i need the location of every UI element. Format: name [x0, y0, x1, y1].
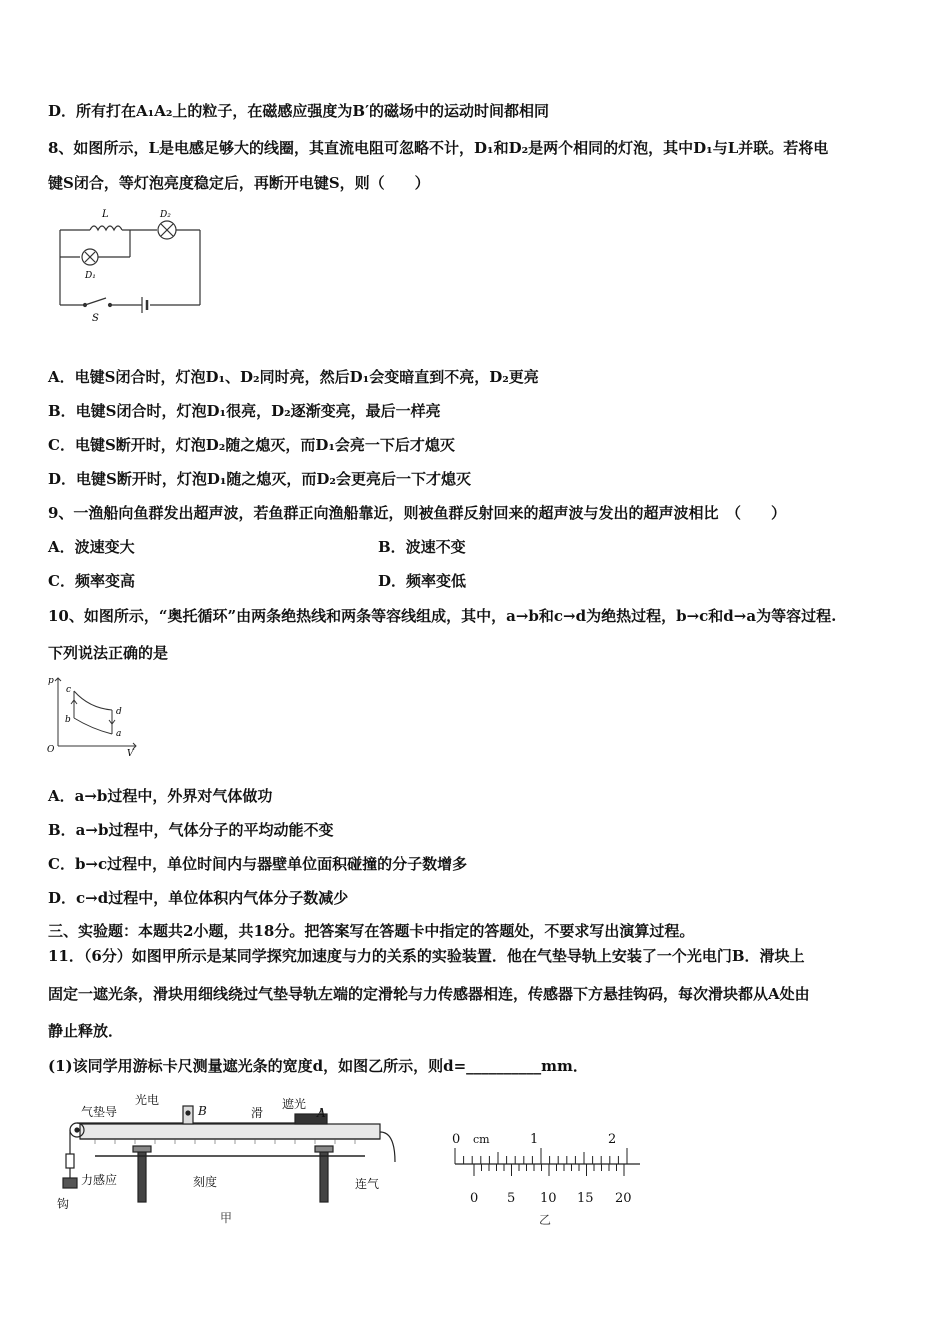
q10-label-d: d [116, 707, 122, 717]
main-label-cm: cm [473, 1133, 490, 1146]
q8-stem-line1: 8、如图所示，L是电感足够大的线圈，其直流电阻可忽略不计，D₁和D₂是两个相同的灯泡，其中D₁与L并联。若将电 [48, 139, 829, 157]
q10-option-c: C．b→c过程中，单位时间内与器壁单位面积碰撞的分子数增多 [48, 855, 468, 873]
q8-option-c: C．电键S断开时，灯泡D₂随之熄灭，而D₁会亮一下后才熄灭 [48, 436, 455, 454]
q11-stem-line1: 11．（6分）如图甲所示是某同学探究加速度与力的关系的实验装置．他在气垫导轨上安装了一个光电门B．滑块上 [48, 947, 805, 965]
q11-stem-line2: 固定一遮光条，滑块用细线绕过气垫导轨左端的定滑轮与力传感器相连，传感器下方悬挂钩码，每次滑块都从A处由 [48, 985, 810, 1003]
q8-label-L: L [102, 209, 109, 220]
q8-label-D1: D₁ [85, 271, 96, 281]
label-B: B [198, 1104, 207, 1118]
section3-heading: 三、实验题：本题共2小题，共18分。把答案写在答题卡中指定的答题处，不要求写出演算过程。 [48, 922, 695, 940]
vernier-label-15: 15 [577, 1191, 594, 1206]
main-label-1: 1 [530, 1132, 539, 1147]
main-label-0: 0 [452, 1132, 461, 1147]
q8-circuit-figure [50, 205, 220, 325]
q11-air-track-figure [55, 1088, 405, 1228]
vernier-label-0: 0 [470, 1191, 479, 1206]
q9-option-c: C．频率变高 [48, 572, 135, 590]
label-A: A [317, 1106, 326, 1120]
label-photogate: 光电 [135, 1093, 160, 1107]
main-label-2: 2 [608, 1132, 617, 1147]
label-shutter: 遮光 [282, 1097, 307, 1111]
q10-label-V: V [127, 749, 134, 757]
label-scale: 刻度 [193, 1175, 218, 1189]
q11-part1: (1)该同学用游标卡尺测量遮光条的宽度d，如图乙所示，则d=__________mm． [48, 1057, 588, 1075]
q7-option-d: D．所有打在A₁A₂上的粒子，在磁感应强度为B′的磁场中的运动时间都相同 [48, 102, 550, 120]
q10-option-d: D．c→d过程中，单位体积内气体分子数减少 [48, 889, 349, 907]
label-air-track: 气垫导 [81, 1105, 118, 1119]
q11-vernier-figure [445, 1124, 655, 1230]
q8-label-S: S [92, 313, 99, 324]
vernier-label-5: 5 [507, 1191, 516, 1206]
q10-stem-line1: 10、如图所示，“奥托循环”由两条绝热线和两条等容线组成，其中，a→b和c→d为绝热过程，b→c和d→a为等容过程. [48, 607, 837, 625]
q10-label-c: c [66, 685, 72, 695]
q9-stem: 9、一渔船向鱼群发出超声波，若鱼群正向渔船靠近，则被鱼群反射回来的超声波与发出的超声波相比 （ ） [48, 504, 786, 522]
label-force-sensor: 力感应 [81, 1173, 118, 1187]
q8-option-d: D．电键S断开时，灯泡D₁随之熄灭，而D₂会更亮后一下才熄灭 [48, 470, 471, 488]
q10-option-b: B．a→b过程中，气体分子的平均动能不变 [48, 821, 334, 839]
label-slider: 滑 [251, 1106, 264, 1120]
q10-pv-diagram [44, 672, 144, 757]
q8-option-b: B．电键S闭合时，灯泡D₁很亮，D₂逐渐变亮，最后一样亮 [48, 402, 441, 420]
q10-option-a: A．a→b过程中，外界对气体做功 [48, 787, 273, 805]
vernier-label-20: 20 [615, 1191, 632, 1206]
q10-stem-line2: 下列说法正确的是 [48, 644, 169, 662]
q8-label-D2: D₂ [160, 210, 171, 220]
q9-option-d: D．频率变低 [378, 572, 467, 590]
label-air-supply: 连气 [355, 1177, 380, 1191]
q10-label-O: O [47, 745, 55, 755]
figure-jia-caption: 甲 [220, 1211, 233, 1225]
q8-stem-line2: 键S闭合，等灯泡亮度稳定后，再断开电键S，则（ ） [48, 174, 430, 192]
q10-label-a: a [116, 729, 122, 739]
q8-option-a: A．电键S闭合时，灯泡D₁、D₂同时亮，然后D₁会变暗直到不亮，D₂更亮 [48, 368, 539, 386]
q9-option-b: B．波速不变 [378, 538, 466, 556]
q9-option-a: A．波速变大 [48, 538, 135, 556]
q10-label-p: p [48, 676, 54, 686]
label-hook: 钩 [57, 1197, 70, 1211]
figure-yi-caption: 乙 [539, 1213, 552, 1227]
q10-label-b: b [65, 715, 71, 725]
vernier-label-10: 10 [540, 1191, 557, 1206]
q11-stem-line3: 静止释放． [48, 1022, 124, 1040]
